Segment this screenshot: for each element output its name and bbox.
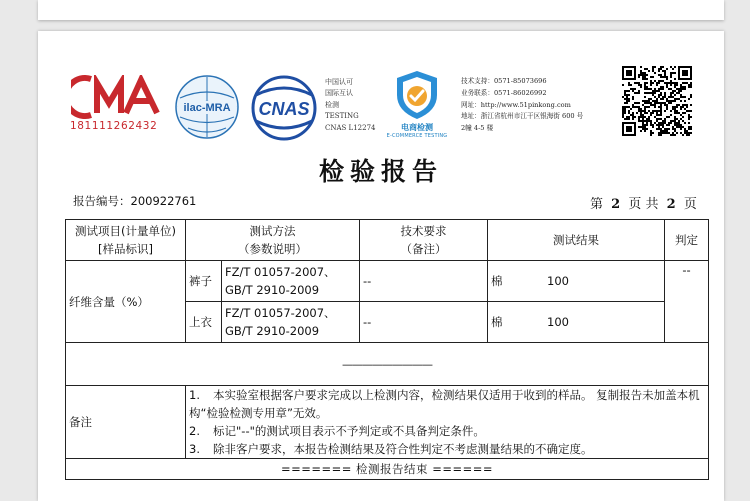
page-indicator: 第 2 页 共 2 页 <box>590 197 697 212</box>
header-result: 测试结果 <box>488 220 665 261</box>
part-cell: 裤子 <box>186 261 222 302</box>
table-header-row <box>66 220 709 261</box>
ecommerce-shield-icon <box>393 69 441 121</box>
report-number: 报告编号：200922761 <box>73 194 197 208</box>
note-item: 1. 本实验室根据客户要求完成以上检测内容，检测结果仅适用于收到的样品。 复制报告未加盖本机构“检验检测专用章”无效。 <box>189 388 700 420</box>
requirement-cell: -- <box>360 302 488 343</box>
notes-row <box>66 386 709 459</box>
report-title: 检验报告 <box>318 157 443 186</box>
contact-line: 地址：浙江省杭州市江干区银海街 600 号 <box>461 112 584 121</box>
ecommerce-caption <box>377 122 457 139</box>
result-value: 100 <box>547 315 569 329</box>
contact-info <box>461 76 583 135</box>
header-method: 测试方法 （参数说明） <box>186 220 360 261</box>
result-label: 棉 <box>491 274 503 288</box>
previous-page-edge <box>38 0 724 20</box>
verdict-cell: -- <box>665 261 709 343</box>
part-cell: 上衣 <box>186 302 222 343</box>
header-verdict: 判定 <box>665 220 709 261</box>
cnas-line: 中国认可 <box>325 78 353 86</box>
result-value: 100 <box>547 274 569 288</box>
table-row <box>66 261 709 302</box>
cnas-accreditation-text <box>325 77 375 134</box>
method-cell: FZ/T 01057-2007、GB/T 2910-2009 <box>222 302 360 343</box>
method-cell: FZ/T 01057-2007、GB/T 2910-2009 <box>222 261 360 302</box>
contact-line: 网址：http://www.51pinkong.com <box>461 100 571 109</box>
cnas-label: CNAS <box>258 99 310 119</box>
blank-row <box>66 343 709 386</box>
cnas-line: 国际互认 <box>325 89 353 98</box>
item-cell: 纤维含量（%） <box>66 261 186 343</box>
result-label: 棉 <box>491 315 503 329</box>
total-page-number: 2 <box>666 197 676 212</box>
cnas-line: 检测 <box>325 100 339 109</box>
cma-logo-icon <box>71 75 166 119</box>
ilac-mra-logo-icon <box>174 74 240 140</box>
end-row <box>66 459 709 480</box>
cnas-logo-icon <box>246 75 322 141</box>
test-results-table <box>65 219 709 480</box>
contact-line: 技术支持：0571-85073696 <box>461 77 547 85</box>
header-requirement: 技术要求 （备注） <box>360 220 488 261</box>
qr-code-icon[interactable] <box>622 66 692 136</box>
notes-content <box>186 386 709 459</box>
ecommerce-subtitle: E-COMMERCE TESTING <box>386 133 448 139</box>
ecommerce-title: 电商检测 <box>401 123 433 132</box>
note-item: 2. 标记"--"的测试项目表示不予判定或不具备判定条件。 <box>189 424 485 438</box>
note-item: 3. 除非客户要求，本报告检测结果及符合性判定不考虑测量结果的不确定度。 <box>189 442 593 456</box>
cnas-line: CNAS L12274 <box>325 123 376 132</box>
notes-label: 备注 <box>66 386 186 459</box>
report-page <box>38 31 724 501</box>
contact-line: 业务联系：0571-86026992 <box>461 88 547 97</box>
cma-code: 181111262432 <box>70 120 158 132</box>
report-end-marker: ======= 检测报告结束 ====== <box>66 459 709 480</box>
result-cell <box>488 261 665 302</box>
result-cell <box>488 302 665 343</box>
contact-line: 2幢 4-5 楼 <box>461 124 494 133</box>
header-item: 测试项目(计量单位) [样品标识] <box>66 220 186 261</box>
cnas-line: TESTING <box>325 112 359 121</box>
blank-line-marker: ————————— <box>342 358 432 371</box>
ilac-label: ilac-MRA <box>183 102 231 114</box>
current-page-number: 2 <box>611 197 621 212</box>
requirement-cell: -- <box>360 261 488 302</box>
